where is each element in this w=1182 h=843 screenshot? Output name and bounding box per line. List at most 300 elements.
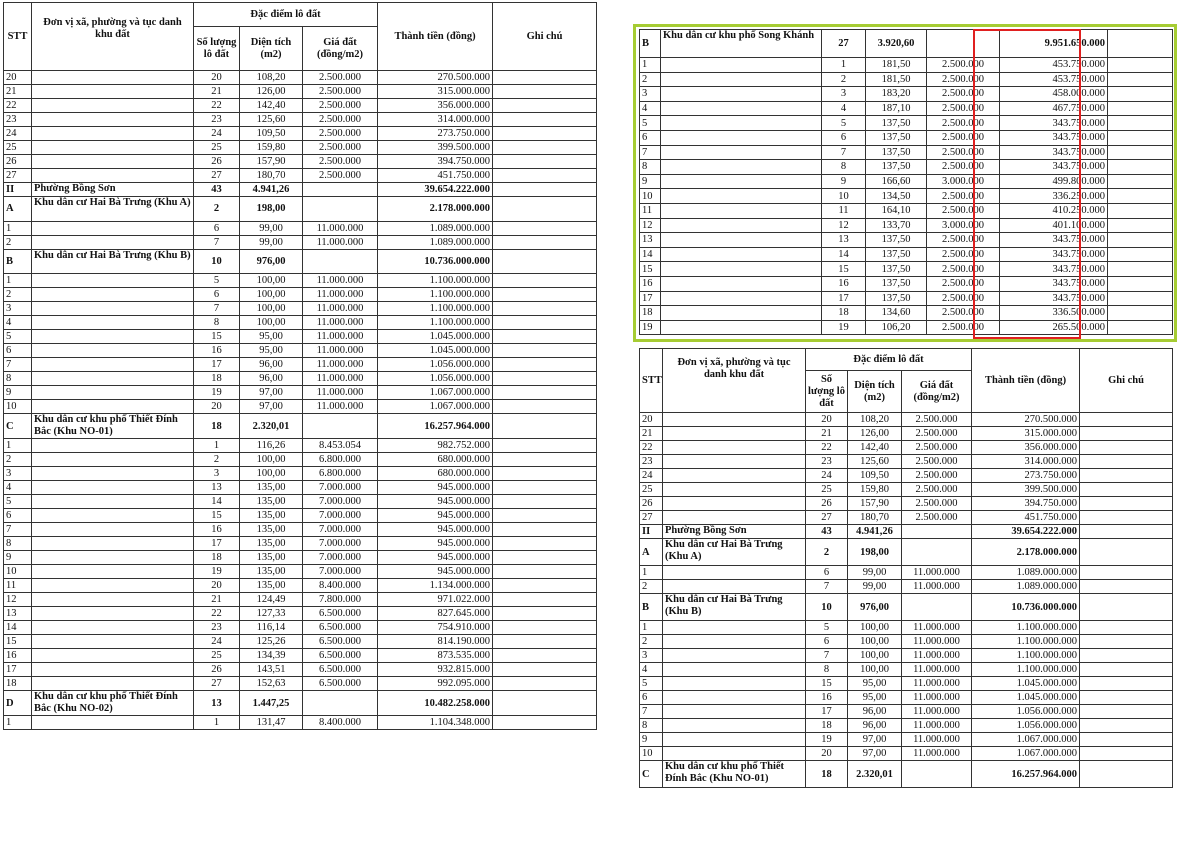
cell-stt: 6 (640, 691, 663, 705)
cell-note (1080, 719, 1173, 733)
cell-stt: 1 (640, 621, 663, 635)
cell-lot-qty: 23 (194, 113, 240, 127)
cell-stt: 1 (4, 716, 32, 730)
cell-unit-name (663, 677, 806, 691)
table-row (4, 113, 597, 127)
table-row (640, 130, 1173, 145)
cell-area: 95,00 (848, 677, 902, 691)
table-row (640, 747, 1173, 761)
cell-area: 100,00 (240, 467, 303, 481)
cell-unit-name (661, 189, 822, 204)
cell-price: 8.453.054 (303, 439, 378, 453)
cell-unit-name (32, 85, 194, 99)
table-row (4, 372, 597, 386)
cell-total: 945.000.000 (378, 565, 493, 579)
cell-price: 6.800.000 (303, 453, 378, 467)
cell-area: 109,50 (848, 469, 902, 483)
cell-note (1108, 218, 1173, 233)
cell-total: 945.000.000 (378, 481, 493, 495)
cell-total: 10.736.000.000 (972, 594, 1080, 621)
cell-note (493, 551, 597, 565)
cell-lot-qty: 7 (194, 302, 240, 316)
cell-stt: 6 (640, 130, 661, 145)
cell-stt: 10 (640, 747, 663, 761)
cell-unit-name (661, 320, 822, 335)
cell-stt: 8 (4, 372, 32, 386)
cell-stt: 5 (640, 677, 663, 691)
cell-total: 1.100.000.000 (378, 302, 493, 316)
cell-area: 95,00 (848, 691, 902, 705)
cell-total: 827.645.000 (378, 607, 493, 621)
cell-total: 1.089.000.000 (378, 221, 493, 235)
cell-stt: 9 (640, 733, 663, 747)
cell-stt: 10 (640, 189, 661, 204)
cell-area: 97,00 (848, 747, 902, 761)
cell-lot-qty: 1 (194, 439, 240, 453)
cell-stt: B (640, 594, 663, 621)
cell-total: 401.100.000 (1000, 218, 1108, 233)
cell-stt: D (4, 691, 32, 716)
cell-area: 96,00 (240, 358, 303, 372)
cell-unit-name (32, 235, 194, 249)
cell-area: 134,50 (866, 189, 927, 204)
cell-stt: 10 (4, 400, 32, 414)
cell-lot-qty: 17 (194, 537, 240, 551)
cell-lot-qty: 20 (194, 71, 240, 85)
cell-lot-qty: 5 (194, 274, 240, 288)
cell-price: 6.500.000 (303, 621, 378, 635)
cell-unit-name (661, 145, 822, 160)
cell-price (303, 414, 378, 439)
table-row (640, 441, 1173, 455)
table-row (640, 247, 1173, 262)
cell-stt: 26 (640, 497, 663, 511)
cell-lot-qty: 15 (194, 330, 240, 344)
cell-price: 7.800.000 (303, 593, 378, 607)
cell-unit-name: Khu dân cư khu phố Song Khánh (661, 30, 822, 58)
cell-area: 125,26 (240, 635, 303, 649)
cell-unit-name (663, 719, 806, 733)
cell-note (493, 99, 597, 113)
section-row (640, 594, 1173, 621)
cell-stt: 23 (4, 113, 32, 127)
cell-note (1080, 761, 1173, 788)
cell-price: 11.000.000 (303, 316, 378, 330)
cell-stt: 8 (640, 160, 661, 175)
cell-note (1108, 233, 1173, 248)
cell-lot-qty: 24 (806, 469, 848, 483)
cell-total: 343.750.000 (1000, 116, 1108, 131)
header-unit: Đơn vị xã, phường và tục danh khu đất (32, 3, 194, 71)
cell-price: 11.000.000 (902, 663, 972, 677)
cell-price: 2.500.000 (927, 101, 1000, 116)
section-row (640, 539, 1173, 566)
table-row (4, 607, 597, 621)
cell-price: 2.500.000 (927, 262, 1000, 277)
cell-lot-qty: 9 (822, 174, 866, 189)
cell-unit-name (663, 580, 806, 594)
cell-unit-name (663, 511, 806, 525)
cell-unit-name (661, 262, 822, 277)
cell-price: 2.500.000 (902, 427, 972, 441)
cell-area: 108,20 (240, 71, 303, 85)
table-row (640, 621, 1173, 635)
table-row (4, 579, 597, 593)
cell-note (493, 372, 597, 386)
cell-note (1108, 320, 1173, 335)
cell-note (493, 716, 597, 730)
cell-note (1080, 469, 1173, 483)
cell-total: 39.654.222.000 (378, 183, 493, 197)
cell-total: 16.257.964.000 (972, 761, 1080, 788)
cell-price (927, 30, 1000, 58)
cell-unit-name (32, 467, 194, 481)
cell-price: 7.000.000 (303, 495, 378, 509)
cell-stt: 27 (640, 511, 663, 525)
cell-price: 11.000.000 (902, 635, 972, 649)
table-row (640, 511, 1173, 525)
cell-lot-qty: 27 (194, 169, 240, 183)
cell-area: 96,00 (848, 705, 902, 719)
cell-total: 399.500.000 (972, 483, 1080, 497)
cell-total: 945.000.000 (378, 495, 493, 509)
cell-note (493, 509, 597, 523)
cell-note (1108, 160, 1173, 175)
cell-total: 315.000.000 (972, 427, 1080, 441)
land-price-table-right (639, 348, 1173, 788)
cell-total: 451.750.000 (972, 511, 1080, 525)
cell-lot-qty: 12 (822, 218, 866, 233)
cell-price: 6.500.000 (303, 607, 378, 621)
cell-area: 95,00 (240, 330, 303, 344)
cell-price: 2.500.000 (303, 113, 378, 127)
cell-total: 343.750.000 (1000, 145, 1108, 160)
cell-area: 100,00 (848, 635, 902, 649)
cell-lot-qty: 5 (806, 621, 848, 635)
cell-area: 134,39 (240, 649, 303, 663)
cell-price: 2.500.000 (927, 130, 1000, 145)
table-row (640, 291, 1173, 306)
cell-total: 814.190.000 (378, 635, 493, 649)
cell-lot-qty: 17 (822, 291, 866, 306)
cell-stt: 7 (640, 145, 661, 160)
cell-area: 137,50 (866, 247, 927, 262)
cell-lot-qty: 24 (194, 127, 240, 141)
cell-unit-name (663, 497, 806, 511)
cell-lot-qty: 20 (194, 400, 240, 414)
cell-stt: 14 (640, 247, 661, 262)
cell-unit-name (32, 509, 194, 523)
cell-area: 4.941,26 (240, 183, 303, 197)
cell-note (493, 663, 597, 677)
cell-lot-qty: 18 (806, 719, 848, 733)
cell-lot-qty: 43 (194, 183, 240, 197)
cell-unit-name (661, 233, 822, 248)
header-stt: STT (4, 3, 32, 71)
cell-price: 2.500.000 (927, 203, 1000, 218)
cell-total: 343.750.000 (1000, 130, 1108, 145)
table-row (4, 358, 597, 372)
table-row (4, 274, 597, 288)
cell-stt: II (4, 183, 32, 197)
cell-unit-name (663, 635, 806, 649)
cell-total: 1.104.348.000 (378, 716, 493, 730)
cell-stt: 9 (640, 174, 661, 189)
cell-note (1108, 130, 1173, 145)
cell-unit-name (661, 116, 822, 131)
cell-total: 1.100.000.000 (378, 274, 493, 288)
cell-area: 135,00 (240, 523, 303, 537)
cell-stt: 3 (4, 302, 32, 316)
cell-note (493, 302, 597, 316)
cell-lot-qty: 5 (822, 116, 866, 131)
cell-note (493, 607, 597, 621)
cell-stt: 4 (640, 663, 663, 677)
table-row (4, 677, 597, 691)
land-price-table-left (3, 2, 597, 730)
cell-area: 135,00 (240, 579, 303, 593)
header-note: Ghi chú (493, 3, 597, 71)
cell-total: 1.134.000.000 (378, 579, 493, 593)
cell-note (493, 71, 597, 85)
cell-note (1080, 691, 1173, 705)
cell-unit-name (32, 607, 194, 621)
cell-unit-name (32, 288, 194, 302)
table-row (4, 663, 597, 677)
cell-lot-qty: 21 (806, 427, 848, 441)
cell-price: 6.800.000 (303, 467, 378, 481)
cell-unit-name (32, 523, 194, 537)
cell-price: 11.000.000 (303, 288, 378, 302)
cell-price: 8.400.000 (303, 716, 378, 730)
cell-price: 11.000.000 (303, 330, 378, 344)
cell-stt: 14 (4, 621, 32, 635)
cell-total: 1.067.000.000 (972, 747, 1080, 761)
section-row (4, 197, 597, 222)
cell-stt: 9 (4, 551, 32, 565)
cell-total: 1.100.000.000 (972, 649, 1080, 663)
cell-area: 159,80 (240, 141, 303, 155)
cell-unit-name (32, 565, 194, 579)
cell-stt: 3 (640, 87, 661, 102)
cell-area: 97,00 (240, 386, 303, 400)
cell-stt: 4 (640, 101, 661, 116)
cell-note (493, 386, 597, 400)
cell-total: 16.257.964.000 (378, 414, 493, 439)
cell-price: 11.000.000 (303, 221, 378, 235)
cell-lot-qty: 27 (822, 30, 866, 58)
cell-price: 2.500.000 (927, 116, 1000, 131)
cell-note (493, 439, 597, 453)
cell-stt: 4 (4, 316, 32, 330)
cell-total: 265.500.000 (1000, 320, 1108, 335)
header-qty: Số lượng lô đất (806, 371, 848, 413)
header-area: Diện tích (m2) (240, 27, 303, 71)
cell-unit-name (663, 705, 806, 719)
cell-stt: A (640, 539, 663, 566)
cell-lot-qty: 21 (194, 85, 240, 99)
cell-area: 137,50 (866, 262, 927, 277)
cell-lot-qty: 13 (194, 481, 240, 495)
cell-lot-qty: 22 (806, 441, 848, 455)
cell-price: 11.000.000 (902, 580, 972, 594)
cell-area: 99,00 (848, 566, 902, 580)
cell-lot-qty: 1 (194, 716, 240, 730)
cell-note (493, 691, 597, 716)
cell-stt: 21 (640, 427, 663, 441)
cell-unit-name (32, 330, 194, 344)
cell-area: 125,60 (848, 455, 902, 469)
cell-area: 99,00 (240, 235, 303, 249)
cell-note (493, 621, 597, 635)
cell-total: 1.100.000.000 (972, 663, 1080, 677)
cell-lot-qty: 7 (806, 580, 848, 594)
cell-price: 7.000.000 (303, 481, 378, 495)
cell-total: 1.056.000.000 (972, 719, 1080, 733)
cell-area: 137,50 (866, 233, 927, 248)
cell-area: 100,00 (240, 453, 303, 467)
cell-note (493, 330, 597, 344)
cell-price: 11.000.000 (902, 566, 972, 580)
section-row (4, 249, 597, 274)
cell-total: 2.178.000.000 (378, 197, 493, 222)
cell-note (493, 169, 597, 183)
cell-price (902, 525, 972, 539)
cell-unit-name (32, 169, 194, 183)
cell-note (1080, 733, 1173, 747)
cell-total: 356.000.000 (378, 99, 493, 113)
cell-unit-name (661, 174, 822, 189)
cell-area: 137,50 (866, 130, 927, 145)
cell-stt: 23 (640, 455, 663, 469)
cell-price: 2.500.000 (303, 155, 378, 169)
cell-unit-name (32, 113, 194, 127)
cell-total: 410.250.000 (1000, 203, 1108, 218)
table-row (640, 733, 1173, 747)
cell-lot-qty: 18 (194, 551, 240, 565)
table-row (4, 453, 597, 467)
cell-price: 11.000.000 (303, 372, 378, 386)
cell-lot-qty: 8 (806, 663, 848, 677)
cell-total: 1.056.000.000 (972, 705, 1080, 719)
cell-total: 10.736.000.000 (378, 249, 493, 274)
table-row (4, 344, 597, 358)
cell-area: 187,10 (866, 101, 927, 116)
table-row (4, 481, 597, 495)
cell-total: 1.045.000.000 (972, 677, 1080, 691)
cell-unit-name (661, 203, 822, 218)
cell-total: 2.178.000.000 (972, 539, 1080, 566)
cell-unit-name (661, 291, 822, 306)
cell-lot-qty: 27 (194, 677, 240, 691)
cell-lot-qty: 16 (194, 344, 240, 358)
cell-price: 2.500.000 (927, 189, 1000, 204)
cell-lot-qty: 22 (194, 99, 240, 113)
cell-price: 6.500.000 (303, 677, 378, 691)
table-row (4, 716, 597, 730)
cell-area: 100,00 (848, 663, 902, 677)
cell-total: 1.056.000.000 (378, 358, 493, 372)
cell-price: 11.000.000 (902, 691, 972, 705)
cell-price: 2.500.000 (927, 291, 1000, 306)
cell-area: 137,50 (866, 116, 927, 131)
cell-price: 2.500.000 (303, 141, 378, 155)
table-row (640, 218, 1173, 233)
table-row (640, 116, 1173, 131)
cell-area: 166,60 (866, 174, 927, 189)
cell-price: 11.000.000 (303, 344, 378, 358)
cell-note (493, 85, 597, 99)
cell-note (493, 113, 597, 127)
cell-price: 2.500.000 (303, 71, 378, 85)
cell-total: 9.951.650.000 (1000, 30, 1108, 58)
cell-unit-name (32, 635, 194, 649)
cell-stt: 20 (640, 413, 663, 427)
cell-lot-qty: 17 (806, 705, 848, 719)
cell-price: 11.000.000 (303, 302, 378, 316)
table-row (640, 87, 1173, 102)
cell-price: 11.000.000 (303, 386, 378, 400)
cell-stt: 13 (4, 607, 32, 621)
cell-area: 135,00 (240, 509, 303, 523)
cell-price: 7.000.000 (303, 523, 378, 537)
cell-note (1080, 705, 1173, 719)
cell-note (1080, 677, 1173, 691)
cell-stt: 22 (4, 99, 32, 113)
cell-price: 11.000.000 (902, 719, 972, 733)
cell-note (493, 221, 597, 235)
cell-lot-qty: 19 (822, 320, 866, 335)
cell-stt: C (640, 761, 663, 788)
cell-stt: 13 (640, 233, 661, 248)
cell-lot-qty: 7 (194, 235, 240, 249)
cell-note (1080, 525, 1173, 539)
table-row (640, 413, 1173, 427)
cell-area: 3.920,60 (866, 30, 927, 58)
header-total: Thành tiền (đồng) (378, 3, 493, 71)
cell-stt: 1 (640, 566, 663, 580)
cell-area: 100,00 (240, 288, 303, 302)
cell-area: 100,00 (848, 649, 902, 663)
cell-note (1080, 427, 1173, 441)
cell-unit-name: Phường Bồng Sơn (32, 183, 194, 197)
cell-area: 142,40 (240, 99, 303, 113)
cell-area: 126,00 (240, 85, 303, 99)
cell-total: 458.000.000 (1000, 87, 1108, 102)
cell-price: 11.000.000 (303, 358, 378, 372)
cell-price: 2.500.000 (303, 127, 378, 141)
table-row (640, 320, 1173, 335)
table-row (4, 495, 597, 509)
cell-area: 97,00 (848, 733, 902, 747)
table-row (4, 593, 597, 607)
cell-total: 982.752.000 (378, 439, 493, 453)
cell-total: 314.000.000 (378, 113, 493, 127)
cell-unit-name (32, 400, 194, 414)
cell-stt: 11 (640, 203, 661, 218)
cell-stt: 6 (4, 509, 32, 523)
table-row (640, 483, 1173, 497)
cell-area: 100,00 (848, 621, 902, 635)
table-row (640, 469, 1173, 483)
cell-unit-name (32, 439, 194, 453)
cell-note (493, 127, 597, 141)
cell-stt: 27 (4, 169, 32, 183)
cell-area: 2.320,01 (240, 414, 303, 439)
cell-stt: 16 (4, 649, 32, 663)
cell-note (1108, 87, 1173, 102)
cell-total: 1.045.000.000 (378, 344, 493, 358)
